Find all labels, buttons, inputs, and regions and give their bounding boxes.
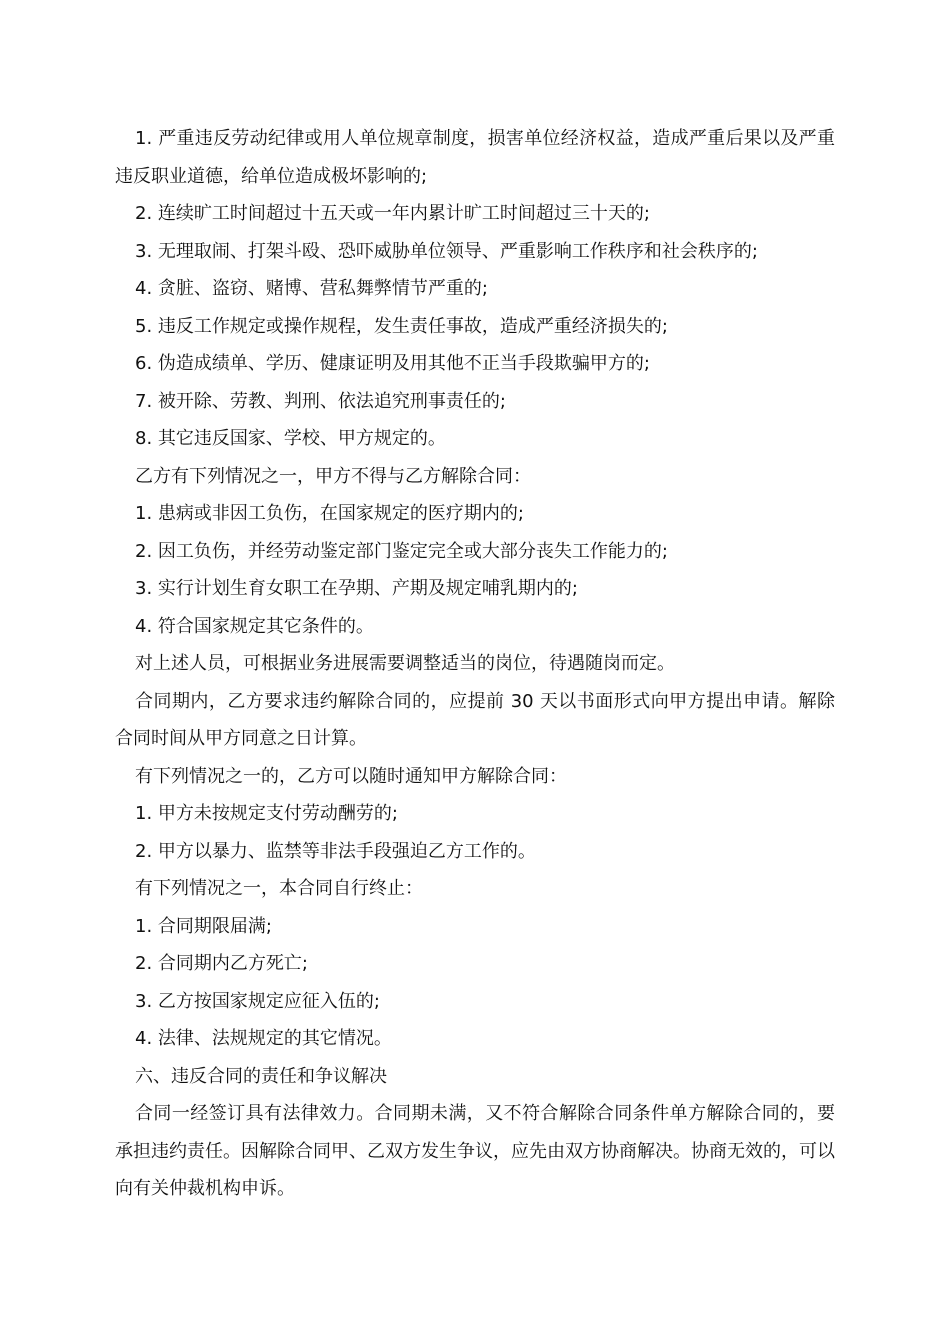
paragraph-dismissal-item-8: 8. 其它违反国家、学校、甲方规定的。 [135, 428, 446, 449]
paragraph-dismissal-item-4: 4. 贪脏、盗窃、赌博、营私舞弊情节严重的; [135, 278, 488, 299]
paragraph-dismissal-item-7: 7. 被开除、劳教、判刑、依法追究刑事责任的; [135, 390, 506, 412]
paragraph-auto-termination-item-1: 1. 合同期限届满; [135, 915, 272, 937]
paragraph-dismissal-item-3: 3. 无理取闹、打架斗殴、恐吓威胁单位领导、严重影响工作秩序和社会秩序的; [135, 240, 758, 262]
paragraph-protected-item-4: 4. 符合国家规定其它条件的。 [135, 615, 374, 637]
paragraph-auto-termination-item-2: 2. 合同期内乙方死亡; [135, 953, 308, 974]
paragraph-employee-termination-heading: 有下列情况之一的，乙方可以随时通知甲方解除合同： [135, 765, 567, 787]
section-heading-liability: 六、违反合同的责任和争议解决 [135, 1065, 387, 1087]
paragraph-employee-termination-item-2: 2. 甲方以暴力、监禁等非法手段强迫乙方工作的。 [135, 840, 536, 862]
paragraph-dismissal-item-2: 2. 连续旷工时间超过十五天或一年内累计旷工时间超过三十天的; [135, 203, 650, 224]
paragraph-auto-termination-item-3: 3. 乙方按国家规定应征入伍的; [135, 990, 380, 1012]
paragraph-dismissal-item-1: 1. 严重违反劳动纪律或用人单位规章制度，损害单位经济权益，造成严重后果以及严重违反职业道德，给单位造成极坏影响的; [115, 128, 835, 187]
paragraph-dismissal-item-6: 6. 伪造成绩单、学历、健康证明及用其他不正当手段欺骗甲方的; [135, 353, 650, 374]
paragraph-reassignment-note: 对上述人员，可根据业务进展需要调整适当的岗位，待遇随岗而定。 [135, 653, 675, 674]
paragraph-early-termination: 合同期内，乙方要求违约解除合同的，应提前 30 天以书面形式向甲方提出申请。解除合同时间从甲方同意之日计算。 [115, 690, 835, 749]
paragraph-employee-termination-item-1: 1. 甲方未按规定支付劳动酬劳的; [135, 803, 398, 824]
paragraph-protected-item-3: 3. 实行计划生育女职工在孕期、产期及规定哺乳期内的; [135, 578, 578, 599]
paragraph-protected-heading: 乙方有下列情况之一，甲方不得与乙方解除合同： [135, 465, 531, 487]
paragraph-auto-termination-heading: 有下列情况之一，本合同自行终止： [135, 878, 423, 899]
paragraph-liability-dispute: 合同一经签订具有法律效力。合同期未满，又不符合解除合同条件单方解除合同的，要承担违约责任。因解除合同甲、乙双方发生争议，应先由双方协商解决。协商无效的，可以向有关仲裁机构申诉。 [115, 1103, 835, 1199]
paragraph-auto-termination-item-4: 4. 法律、法规规定的其它情况。 [135, 1028, 392, 1049]
document-page [115, 120, 835, 1208]
paragraph-protected-item-2: 2. 因工负伤，并经劳动鉴定部门鉴定完全或大部分丧失工作能力的; [135, 540, 668, 562]
paragraph-dismissal-item-5: 5. 违反工作规定或操作规程，发生责任事故，造成严重经济损失的; [135, 315, 668, 337]
paragraph-protected-item-1: 1. 患病或非因工负伤，在国家规定的医疗期内的; [135, 503, 524, 524]
